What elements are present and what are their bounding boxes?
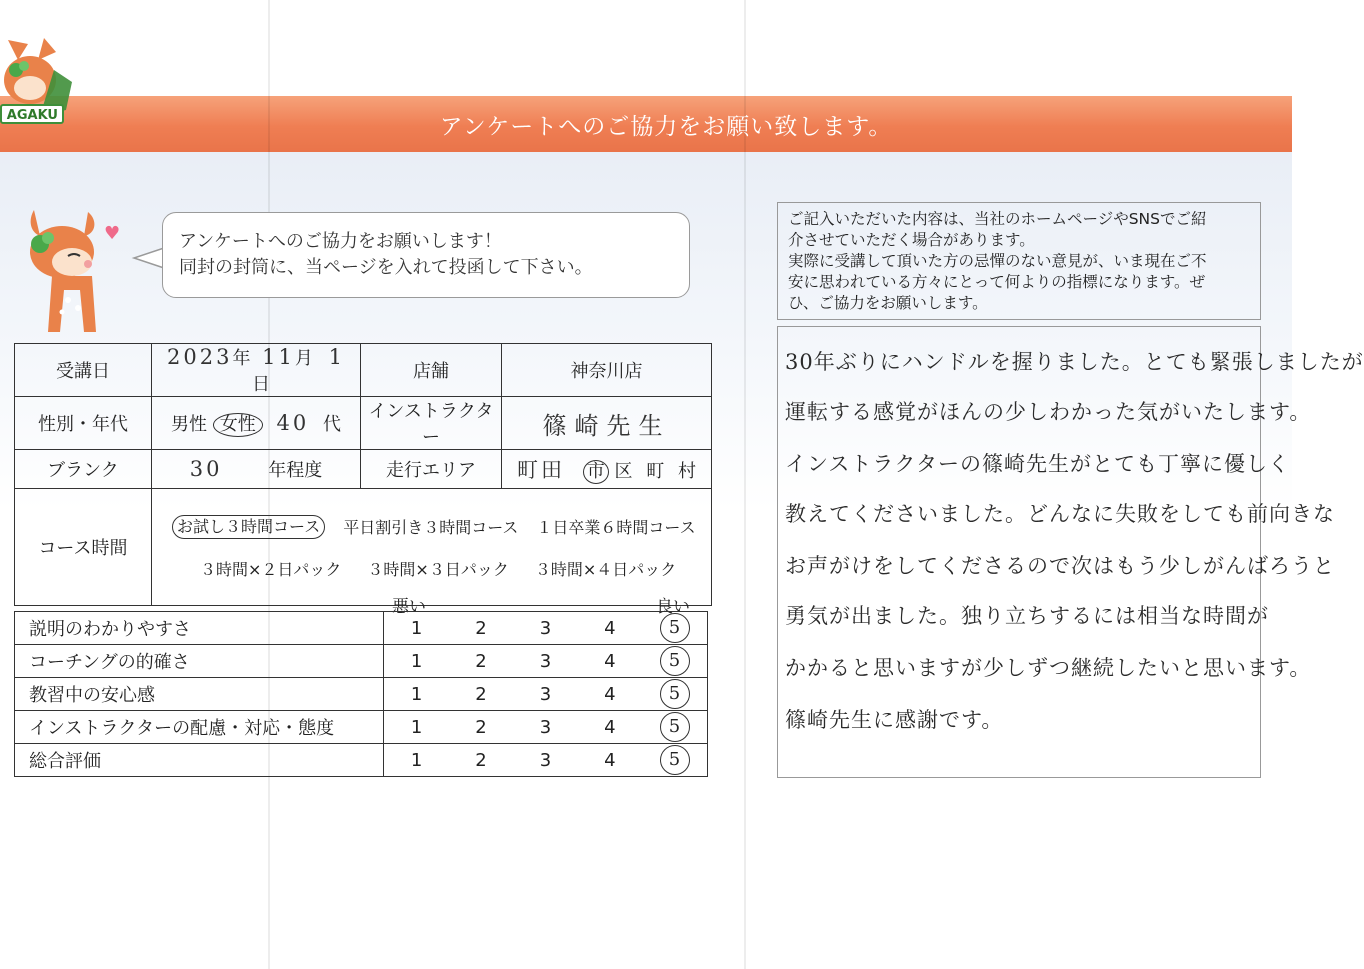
- blank-field[interactable]: [152, 450, 361, 489]
- comment-line: 教えてくださいました。どんなに失敗をしても前向きな: [785, 502, 1335, 526]
- gender-female-option-circled[interactable]: 女性: [213, 413, 263, 437]
- rating-value: 3: [539, 716, 552, 738]
- scale-good-label: 良い: [656, 597, 690, 617]
- rating-option[interactable]: [513, 678, 577, 711]
- rating-table: [14, 611, 708, 777]
- rating-selected-value: 5: [660, 745, 690, 775]
- rating-item-label: 総合評価: [15, 744, 384, 777]
- age-unit: 代: [322, 413, 341, 435]
- rating-option[interactable]: [513, 612, 577, 645]
- rating-value: 4: [604, 650, 616, 672]
- header-banner: [0, 96, 1292, 152]
- rating-value: 1: [410, 749, 423, 771]
- rating-row: [15, 612, 708, 645]
- rating-option[interactable]: [384, 744, 449, 777]
- instructor-label: インストラクター: [361, 397, 502, 450]
- bubble-line-1: アンケートへのご協力をお願いします！: [179, 231, 502, 252]
- rating-option[interactable]: [578, 612, 642, 645]
- blank-value: 30: [189, 457, 223, 481]
- area-shi-circled[interactable]: 市: [583, 460, 609, 484]
- rating-value: 1: [410, 683, 423, 705]
- rating-row: [15, 678, 708, 711]
- comment-line: インストラクターの篠崎先生がとても丁寧に優しく: [785, 452, 1290, 476]
- rating-option[interactable]: [449, 645, 513, 678]
- speech-bubble: [162, 212, 690, 298]
- notice-line: ご記入いただいた内容は、当社のホームページやSNSでご紹: [788, 210, 1207, 228]
- comment-line: かかると思いますが少しずつ継続したいと思います。: [785, 656, 1312, 680]
- rating-option[interactable]: [513, 744, 577, 777]
- rating-value: 2: [475, 650, 487, 672]
- course-option[interactable]: ３時間×３日パック: [367, 559, 509, 579]
- rating-value: 2: [475, 617, 487, 639]
- rating-option[interactable]: [449, 612, 513, 645]
- blank-label: ブランク: [15, 450, 152, 489]
- notice-line: ひ、ご協力をお願いします。: [788, 294, 988, 312]
- notice-line: 安に思われている方々にとって何よりの指標になります。ぜ: [788, 273, 1205, 291]
- rating-item-label: コーチングの的確さ: [15, 645, 384, 678]
- rating-option[interactable]: [384, 645, 449, 678]
- rating-value: 1: [410, 716, 423, 738]
- speech-bubble-tail: [132, 246, 166, 270]
- gender-male-option[interactable]: 男性: [171, 413, 208, 435]
- banner-title: アンケートへのご協力をお願い致します。: [439, 113, 893, 140]
- rating-value: 4: [604, 716, 616, 738]
- rating-option[interactable]: [513, 645, 577, 678]
- rating-row: [15, 645, 708, 678]
- table-row: [15, 489, 712, 606]
- table-row: [15, 397, 712, 450]
- rating-value: 3: [539, 650, 552, 672]
- store-label: 店舗: [361, 344, 502, 397]
- comment-line: 運転する感覚がほんの少しわかった気がいたします。: [785, 400, 1312, 424]
- notice-line: 介させていただく場合があります。: [788, 231, 1035, 249]
- blank-unit: 年程度: [268, 460, 323, 481]
- rating-value: 2: [475, 683, 487, 705]
- rating-item-label: 教習中の安心感: [15, 678, 384, 711]
- rating-value: 3: [539, 617, 552, 639]
- instructor-value: 篠崎先生: [542, 411, 671, 440]
- rating-value: 2: [475, 749, 487, 771]
- area-ku[interactable]: 区: [614, 461, 633, 482]
- rating-option[interactable]: [578, 678, 642, 711]
- area-field[interactable]: [502, 450, 712, 489]
- rating-option[interactable]: [384, 678, 449, 711]
- date-field[interactable]: [152, 344, 361, 397]
- rating-value: 1: [410, 650, 423, 672]
- rating-value: 3: [539, 683, 552, 705]
- info-table: [14, 343, 712, 606]
- rating-selected-value: 5: [660, 646, 690, 676]
- age-value: 40: [276, 410, 310, 435]
- rating-option[interactable]: [642, 645, 707, 678]
- table-row: [15, 344, 712, 397]
- date-year: 2023: [166, 345, 233, 369]
- rating-option[interactable]: [578, 744, 642, 777]
- date-day: 1: [328, 345, 346, 369]
- bubble-line-2: 同封の封筒に、当ページを入れて投函して下さい。: [179, 257, 593, 278]
- rating-row: [15, 711, 708, 744]
- date-label: 受講日: [15, 344, 152, 397]
- area-mura[interactable]: 村: [677, 461, 696, 482]
- rating-option[interactable]: [642, 612, 707, 645]
- year-unit: 年: [232, 348, 251, 369]
- rating-value: 3: [539, 749, 552, 771]
- rating-selected-value: 5: [660, 712, 690, 742]
- course-option[interactable]: ３時間×２日パック: [200, 559, 342, 579]
- rating-option[interactable]: [578, 645, 642, 678]
- rating-option[interactable]: [384, 612, 449, 645]
- rating-option[interactable]: [449, 678, 513, 711]
- rating-row: [15, 744, 708, 777]
- scale-bad-label: 悪い: [392, 597, 426, 617]
- rating-value: 1: [410, 617, 423, 639]
- table-row: [15, 450, 712, 489]
- rating-option[interactable]: [513, 711, 577, 744]
- rating-item-label: 説明のわかりやすさ: [15, 612, 384, 645]
- course-options: [152, 489, 712, 606]
- rating-option[interactable]: [384, 711, 449, 744]
- rating-option[interactable]: [642, 711, 707, 744]
- gender-age-label: 性別・年代: [15, 397, 152, 450]
- rating-option[interactable]: [449, 711, 513, 744]
- rating-value: 4: [604, 749, 616, 771]
- month-unit: 月: [294, 348, 313, 369]
- comment-line: お声がけをしてくださるので次はもう少しがんばろうと: [785, 554, 1335, 578]
- comment-line: 勇気が出ました。独り立ちするには相当な時間が: [785, 604, 1269, 628]
- store-value[interactable]: 神奈川店: [502, 344, 712, 397]
- area-city: 町田: [517, 458, 566, 482]
- comment-line: 篠崎先生に感謝です。: [785, 708, 1004, 732]
- comment-line: 30年ぶりにハンドルを握りました。とても緊張しましたが: [785, 350, 1364, 374]
- area-machi[interactable]: 町: [646, 461, 665, 482]
- rating-selected-value: 5: [660, 679, 690, 709]
- rating-option[interactable]: [642, 678, 707, 711]
- rating-option[interactable]: [449, 744, 513, 777]
- logo-text: AGAKU: [0, 104, 64, 124]
- rating-value: 4: [604, 683, 616, 705]
- rating-option[interactable]: [642, 744, 707, 777]
- course-option-trial-circled[interactable]: お試し３時間コース: [172, 515, 325, 539]
- course-option[interactable]: 平日割引き３時間コース: [343, 517, 519, 537]
- paper-fold-line: [744, 0, 746, 969]
- gender-age-field[interactable]: [152, 397, 361, 450]
- instructor-field[interactable]: [502, 397, 712, 450]
- heart-icon: ♥: [104, 223, 121, 244]
- rating-item-label: インストラクターの配慮・対応・態度: [15, 711, 384, 744]
- area-label: 走行エリア: [361, 450, 502, 489]
- rating-value: 4: [604, 617, 616, 639]
- date-month: 11: [262, 345, 295, 369]
- rating-option[interactable]: [578, 711, 642, 744]
- notice-line: 実際に受講して頂いた方の忌憚のない意見が、いま現在ご不: [788, 252, 1207, 270]
- day-unit: 日: [252, 374, 270, 395]
- course-option[interactable]: １日卒業６時間コース: [536, 517, 696, 537]
- course-option[interactable]: ３時間×４日パック: [534, 559, 677, 579]
- course-label: コース時間: [15, 489, 152, 606]
- rating-value: 2: [475, 716, 487, 738]
- rating-selected-value: 5: [660, 613, 690, 643]
- notice-box: [777, 202, 1261, 320]
